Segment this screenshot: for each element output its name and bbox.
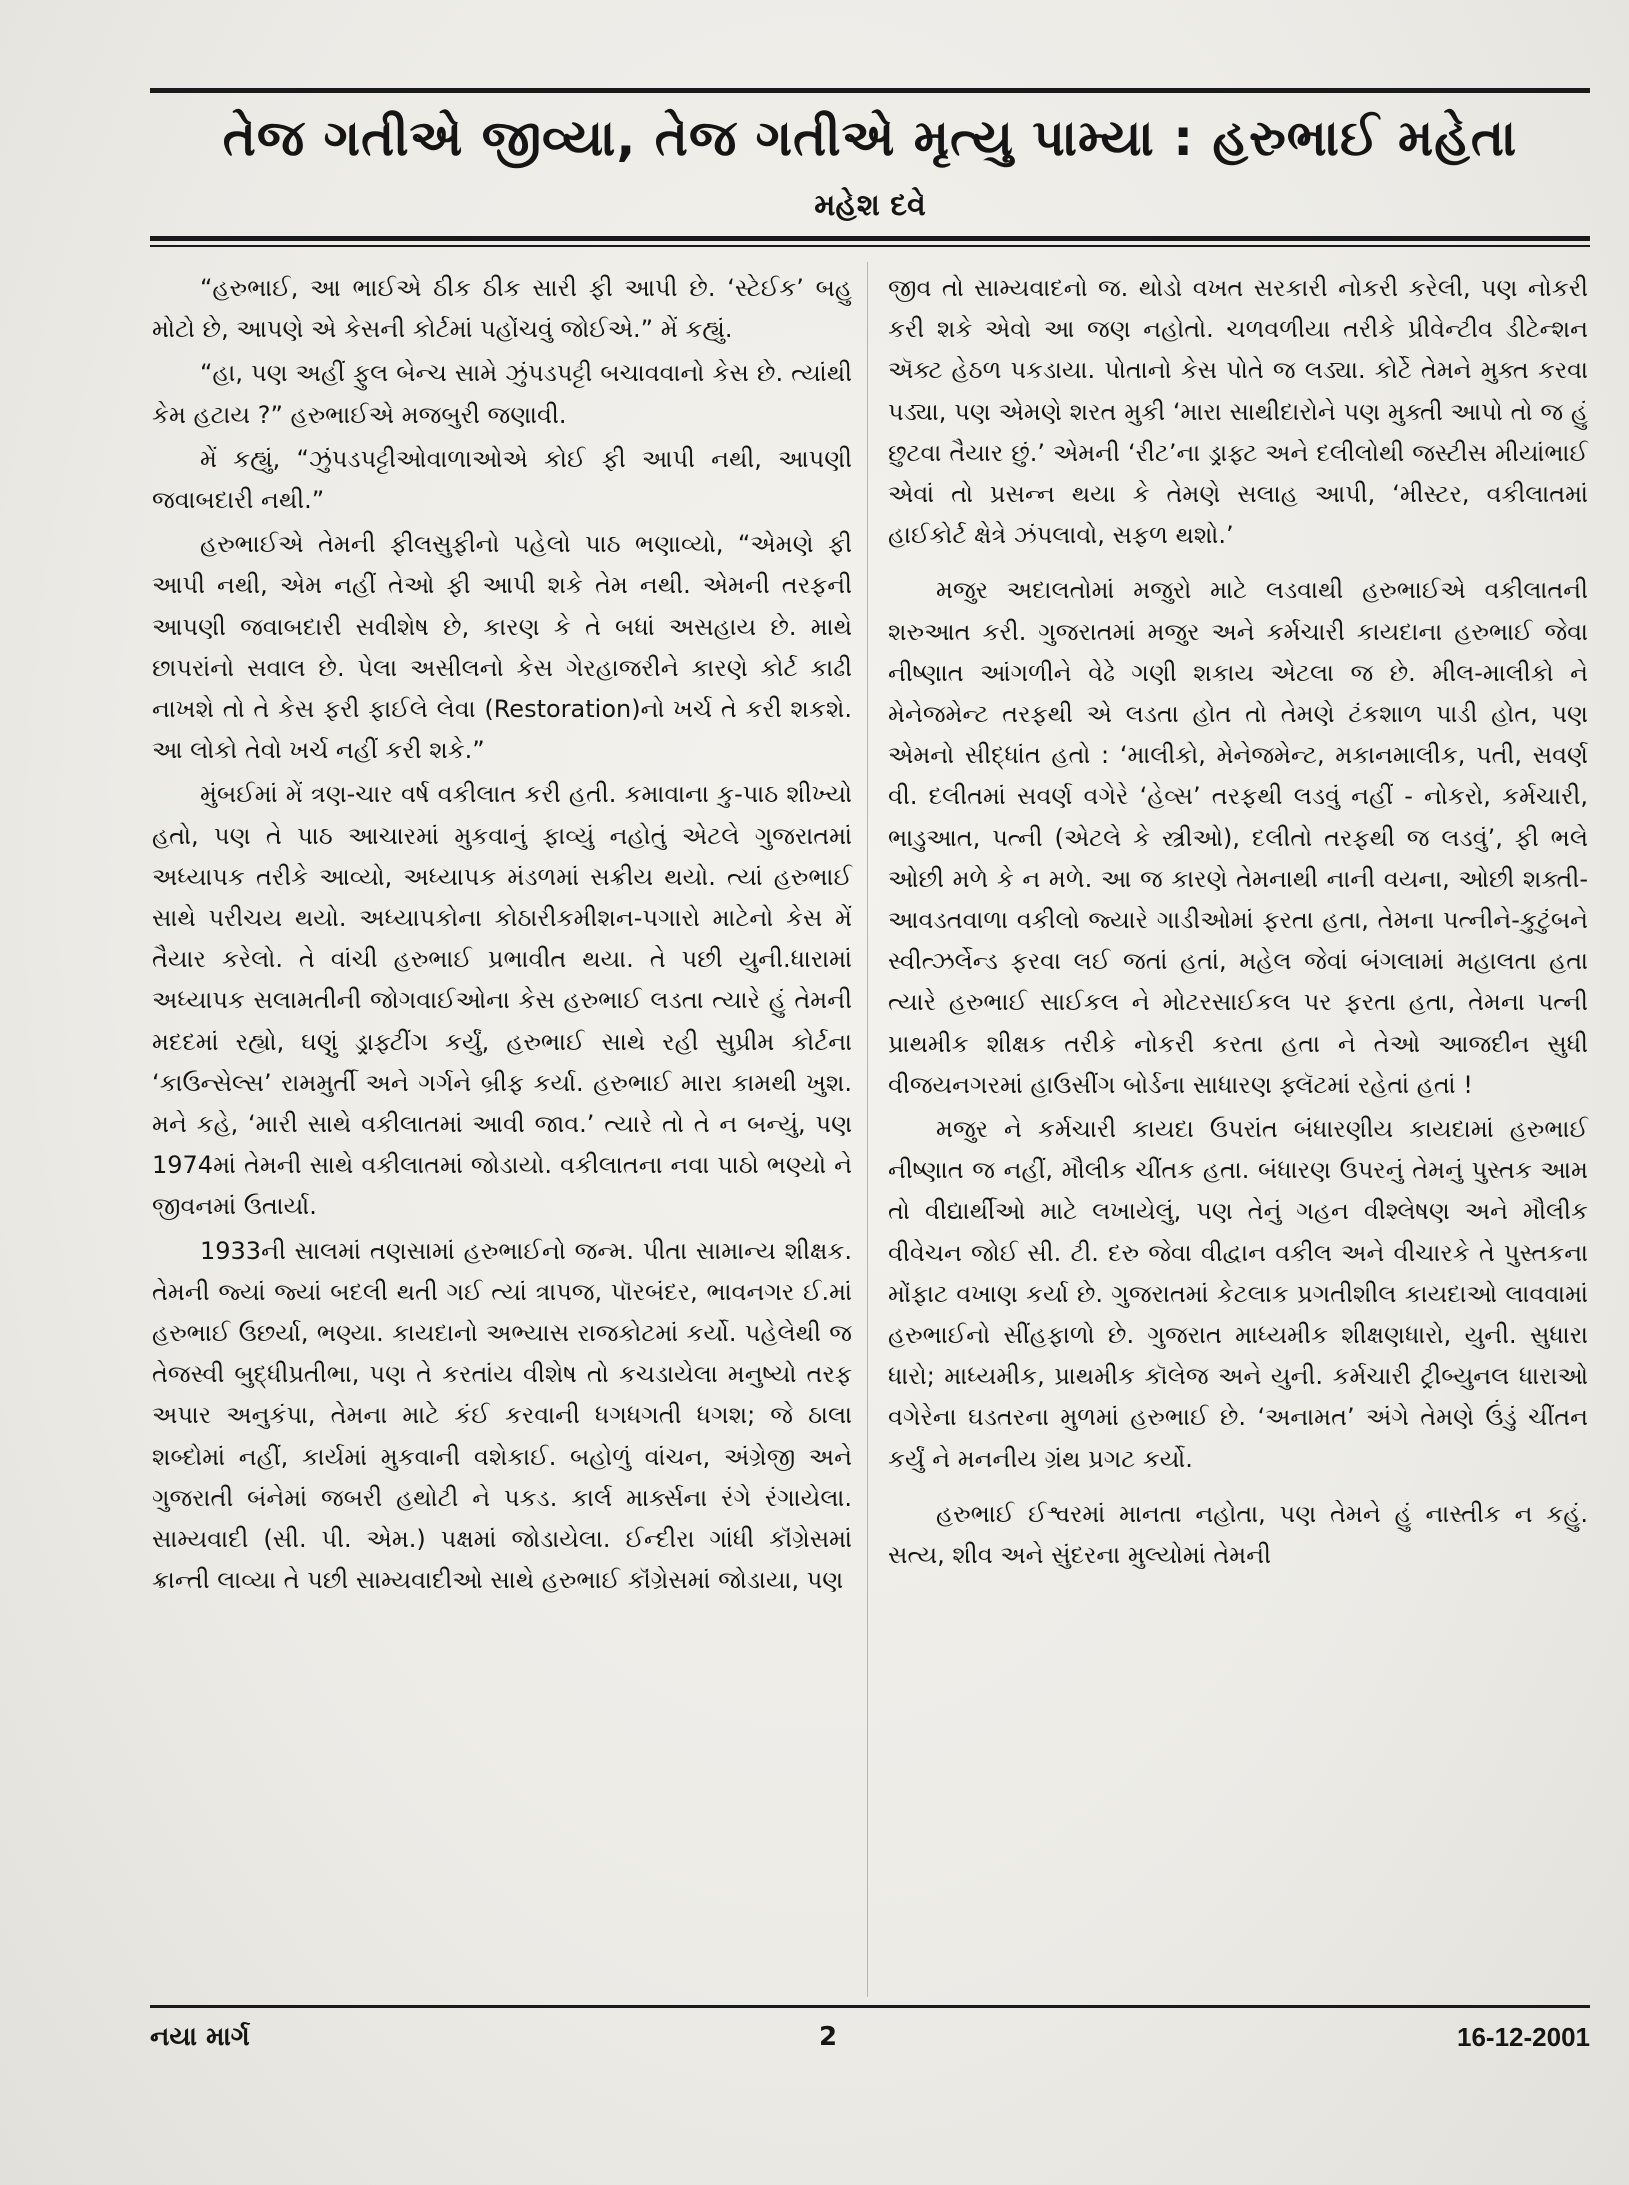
paragraph: મજુર અદાલતોમાં મજુરો માટે લડવાથી હરુભાઈએ વકીલાતની શરુઆત કરી. ગુજરાતમાં મજુર અને કર્મચારી કાયદાના હરુભાઈ જેવા નીષ્ણાત આંગળીને વેઢે ગણી શકાય એટલા જ છે. મીલ-માલીકો ને મેનેજમેન્ટ તરફથી એ લડતા હોત તો તેમણે ટંકશાળ પાડી હોત, પણ એમનો સીદ્ધાંત હતો : ‘માલીકો, મેનેજમેન્ટ, મકાનમાલીક, પતી, સવર્ણ વી. દલીતમાં સવર્ણ વગેરે ‘હેવ્સ’ તરફથી લડવું નહીં - નોકરો, કર્મચારી, ભાડુઆત, પત્ની (એટલે કે સ્ત્રીઓ), દલીતો તરફથી જ લડવું’, ફી ભલે ઓછી મળે કે ન મળે. આ જ કારણે તેમનાથી નાની વયના, ઓછી શક્તી-આવડતવાળા વકીલો જ્યારે ગાડીઓમાં ફરતા હતા, તેમના પત્નીને-કુટુંબને સ્વીત્ઝર્લેન્ડ ફરવા લઈ જતાં હતાં, મહેલ જેવાં બંગલામાં મહાલતા હતા ત્યારે હરુભાઈ સાઈકલ ને મોટરસાઈકલ પર ફરતા હતા, તેમના પત્ની પ્રાથમીક શીક્ષક તરીકે નોકરી કરતા હતા ને તેઓ આજદીન સુધી વીજયનગરમાં હાઉસીંગ બોર્ડના સાધારણ ફ્લૅટમાં રહેતાં હતાં !: [888, 576, 1588, 1099]
title-bottom-rule: [150, 236, 1590, 241]
issue-date: 16-12-2001: [1457, 2022, 1590, 2052]
paragraph: હરુભાઈએ તેમની ફીલસુફીનો પહેલો પાઠ ભણાવ્યો, “એમણે ફી આપી નથી, એમ નહીં તેઓ ફી આપી શકે તેમ નથી. એમની તરફની આપણી જવાબદારી સવીશેષ છે, કારણ કે તે બધાં અસહાય છે. માથે છાપરાંનો સવાલ છે. પેલા અસીલનો કેસ ગેરહાજરીને કારણે કોર્ટ કાઢી નાખશે તો તે કેસ ફરી ફાઈલે લેવા (Restoration)નો ખર્ચ તે કરી શકશે. આ લોકો તેવો ખર્ચ નહીં કરી શકે.”: [152, 530, 852, 765]
article-column-right: [888, 268, 1588, 1579]
article-title: તેજ ગતીએ જીવ્યા, તેજ ગતીએ મૃત્યુ પામ્યા : હરુભાઈ મહેતા: [222, 109, 1518, 167]
page-number: 2: [818, 2022, 838, 2052]
article-column-left: [152, 268, 852, 1605]
paragraph: જીવ તો સામ્યવાદનો જ. થોડો વખત સરકારી નોકરી કરેલી, પણ નોકરી કરી શકે એવો આ જણ નહોતો. ચળવળીયા તરીકે પ્રીવેન્ટીવ ડીટેન્શન ઍક્ટ હેઠળ પકડાયા. પોતાનો કેસ પોતે જ લડ્યા. કોર્ટે તેમને મુક્ત કરવા પડ્યા, પણ એમણે શરત મુકી ‘મારા સાથીદારોને પણ મુક્તી આપો તો જ હું છુટવા તૈયાર છું.’ એમની ‘રીટ’ના ડ્રાફ્ટ અને દલીલોથી જસ્ટીસ મીયાંભાઈ એવાં તો પ્રસન્ન થયા કે તેમણે સલાહ આપી, ‘મીસ્ટર, વકીલાતમાં હાઈકોર્ટ ક્ષેત્રે ઝંપલાવો, સફળ થશો.’: [888, 274, 1588, 550]
paragraph: “હરુભાઈ, આ ભાઈએ ઠીક ઠીક સારી ફી આપી છે. ‘સ્ટેઈક’ બહુ મોટો છે, આપણે એ કેસની કોર્ટમાં પહોંચવું જોઈએ.” મેં કહ્યું.: [152, 274, 852, 344]
publication-name: નયા માર્ગ: [150, 2022, 250, 2052]
paragraph: “હા, પણ અહીં ફુલ બેન્ચ સામે ઝુંપડપટ્ટી બચાવવાનો કેસ છે. ત્યાંથી કેમ હટાય ?” હરુભાઈએ મજબુરી જણાવી.: [152, 359, 852, 429]
paragraph: મજુર ને કર્મચારી કાયદા ઉપરાંત બંધારણીય કાયદામાં હરુભાઈ નીષ્ણાત જ નહીં, મૌલીક ચીંતક હતા. બંધારણ ઉપરનું તેમનું પુસ્તક આમ તો વીદ્યાર્થીઓ માટે લખાયેલું, પણ તેનું ગહન વીશ્લેષણ અને મૌલીક વીવેચન જોઈ સી. ટી. દરુ જેવા વીદ્વાન વકીલ અને વીચારકે તે પુસ્તકના મોંફાટ વખાણ કર્યા છે. ગુજરાતમાં કેટલાક પ્રગતીશીલ કાયદાઓ લાવવામાં હરુભાઈનો સીંહફાળો છે. ગુજરાત માધ્યમીક શીક્ષણધારો, યુની. સુધારા ધારો; માધ્યમીક, પ્રાથમીક કૉલેજ અને યુની. કર્મચારી ટ્રીબ્યુનલ ધારાઓ વગેરેના ઘડતરના મુળમાં હરુભાઈ છે. ‘અનામત’ અંગે તેમણે ઉંડું ચીંતન કર્યું ને મનનીય ગ્રંથ પ્રગટ કર્યો.: [888, 1115, 1588, 1473]
title-bottom-rule-thin: [150, 245, 1590, 247]
article-author: મહેશ દવે: [814, 188, 926, 223]
footer-rule: [150, 2005, 1590, 2008]
paragraph: 1933ની સાલમાં તણસામાં હરુભાઈનો જન્મ. પીતા સામાન્ય શીક્ષક. તેમની જ્યાં જ્યાં બદલી થતી ગઈ ત્યાં ત્રાપજ, પૉરબંદર, ભાવનગર ઈ.માં હરુભાઈ ઉછર્યા, ભણ્યા. કાયદાનો અભ્યાસ રાજકોટમાં કર્યો. પહેલેથી જ તેજસ્વી બુદ્ધીપ્રતીભા, પણ તે કરતાંય વીશેષ તો કચડાયેલા મનુષ્યો તરફ અપાર અનુકંપા, તેમના માટે કંઈ કરવાની ધગધગતી ધગશ; જે ઠાલા શબ્દોમાં નહીં, કાર્યમાં મુકવાની વશેકાઈ. બહોળું વાંચન, અંગ્રેજી અને ગુજરાતી બંનેમાં જબરી હથોટી ને પકડ. કાર્લ માર્ક્સના રંગે રંગાયેલા. સામ્યવાદી (સી. પી. એમ.) પક્ષમાં જોડાયેલા. ઈન્દીરા ગાંધી કૉંગ્રેસમાં ક્રાન્તી લાવ્યા તે પછી સામ્યવાદીઓ સાથે હરુભાઈ કૉંગ્રેસમાં જોડાયા, પણ: [152, 1236, 852, 1595]
title-top-rule: [150, 88, 1590, 93]
paragraph: મેં કહ્યું, “ઝુંપડપટ્ટીઓવાળાઓએ કોઈ ફી આપી નથી, આપણી જવાબદારી નથી.”: [152, 444, 852, 515]
column-divider: [867, 262, 868, 1997]
paragraph: હરુભાઈ ઈશ્વરમાં માનતા નહોતા, પણ તેમને હું નાસ્તીક ન કહું. સત્ય, શીવ અને સુંદરના મુલ્યોમાં તેમની: [888, 1499, 1588, 1570]
paragraph: મુંબઈમાં મેં ત્રણ-ચાર વર્ષ વકીલાત કરી હતી. કમાવાના કુ-પાઠ શીખ્યો હતો, પણ તે પાઠ આચારમાં મુકવાનું ફાવ્યું નહોતું એટલે ગુજરાતમાં અધ્યાપક તરીકે આવ્યો, અધ્યાપક મંડળમાં સક્રીય થયો. ત્યાં હરુભાઈ સાથે પરીચય થયો. અધ્યાપકોના કોઠારીકમીશન-પગારો માટેનો કેસ મેં તૈયાર કરેલો. તે વાંચી હરુભાઈ પ્રભાવીત થયા. તે પછી યુની.ધારામાં અધ્યાપક સલામતીની જોગવાઈઓના કેસ હરુભાઈ લડતા ત્યારે હું તેમની મદદમાં રહ્યો, ઘણું ડ્રાફ્ટીંગ કર્યું, હરુભાઈ સાથે રહી સુપ્રીમ કોર્ટના ‘કાઉન્સેલ્સ’ રામમુર્તી અને ગર્ગને બ્રીફ કર્યા. હરુભાઈ મારા કામથી ખુશ. મને કહે, ‘મારી સાથે વકીલાતમાં આવી જાવ.’ ત્યારે તો તે ન બન્યું, પણ 1974માં તેમની સાથે વકીલાતમાં જોડાયો. વકીલાતના નવા પાઠો ભણ્યો ને જીવનમાં ઉતાર્યા.: [152, 780, 852, 1221]
